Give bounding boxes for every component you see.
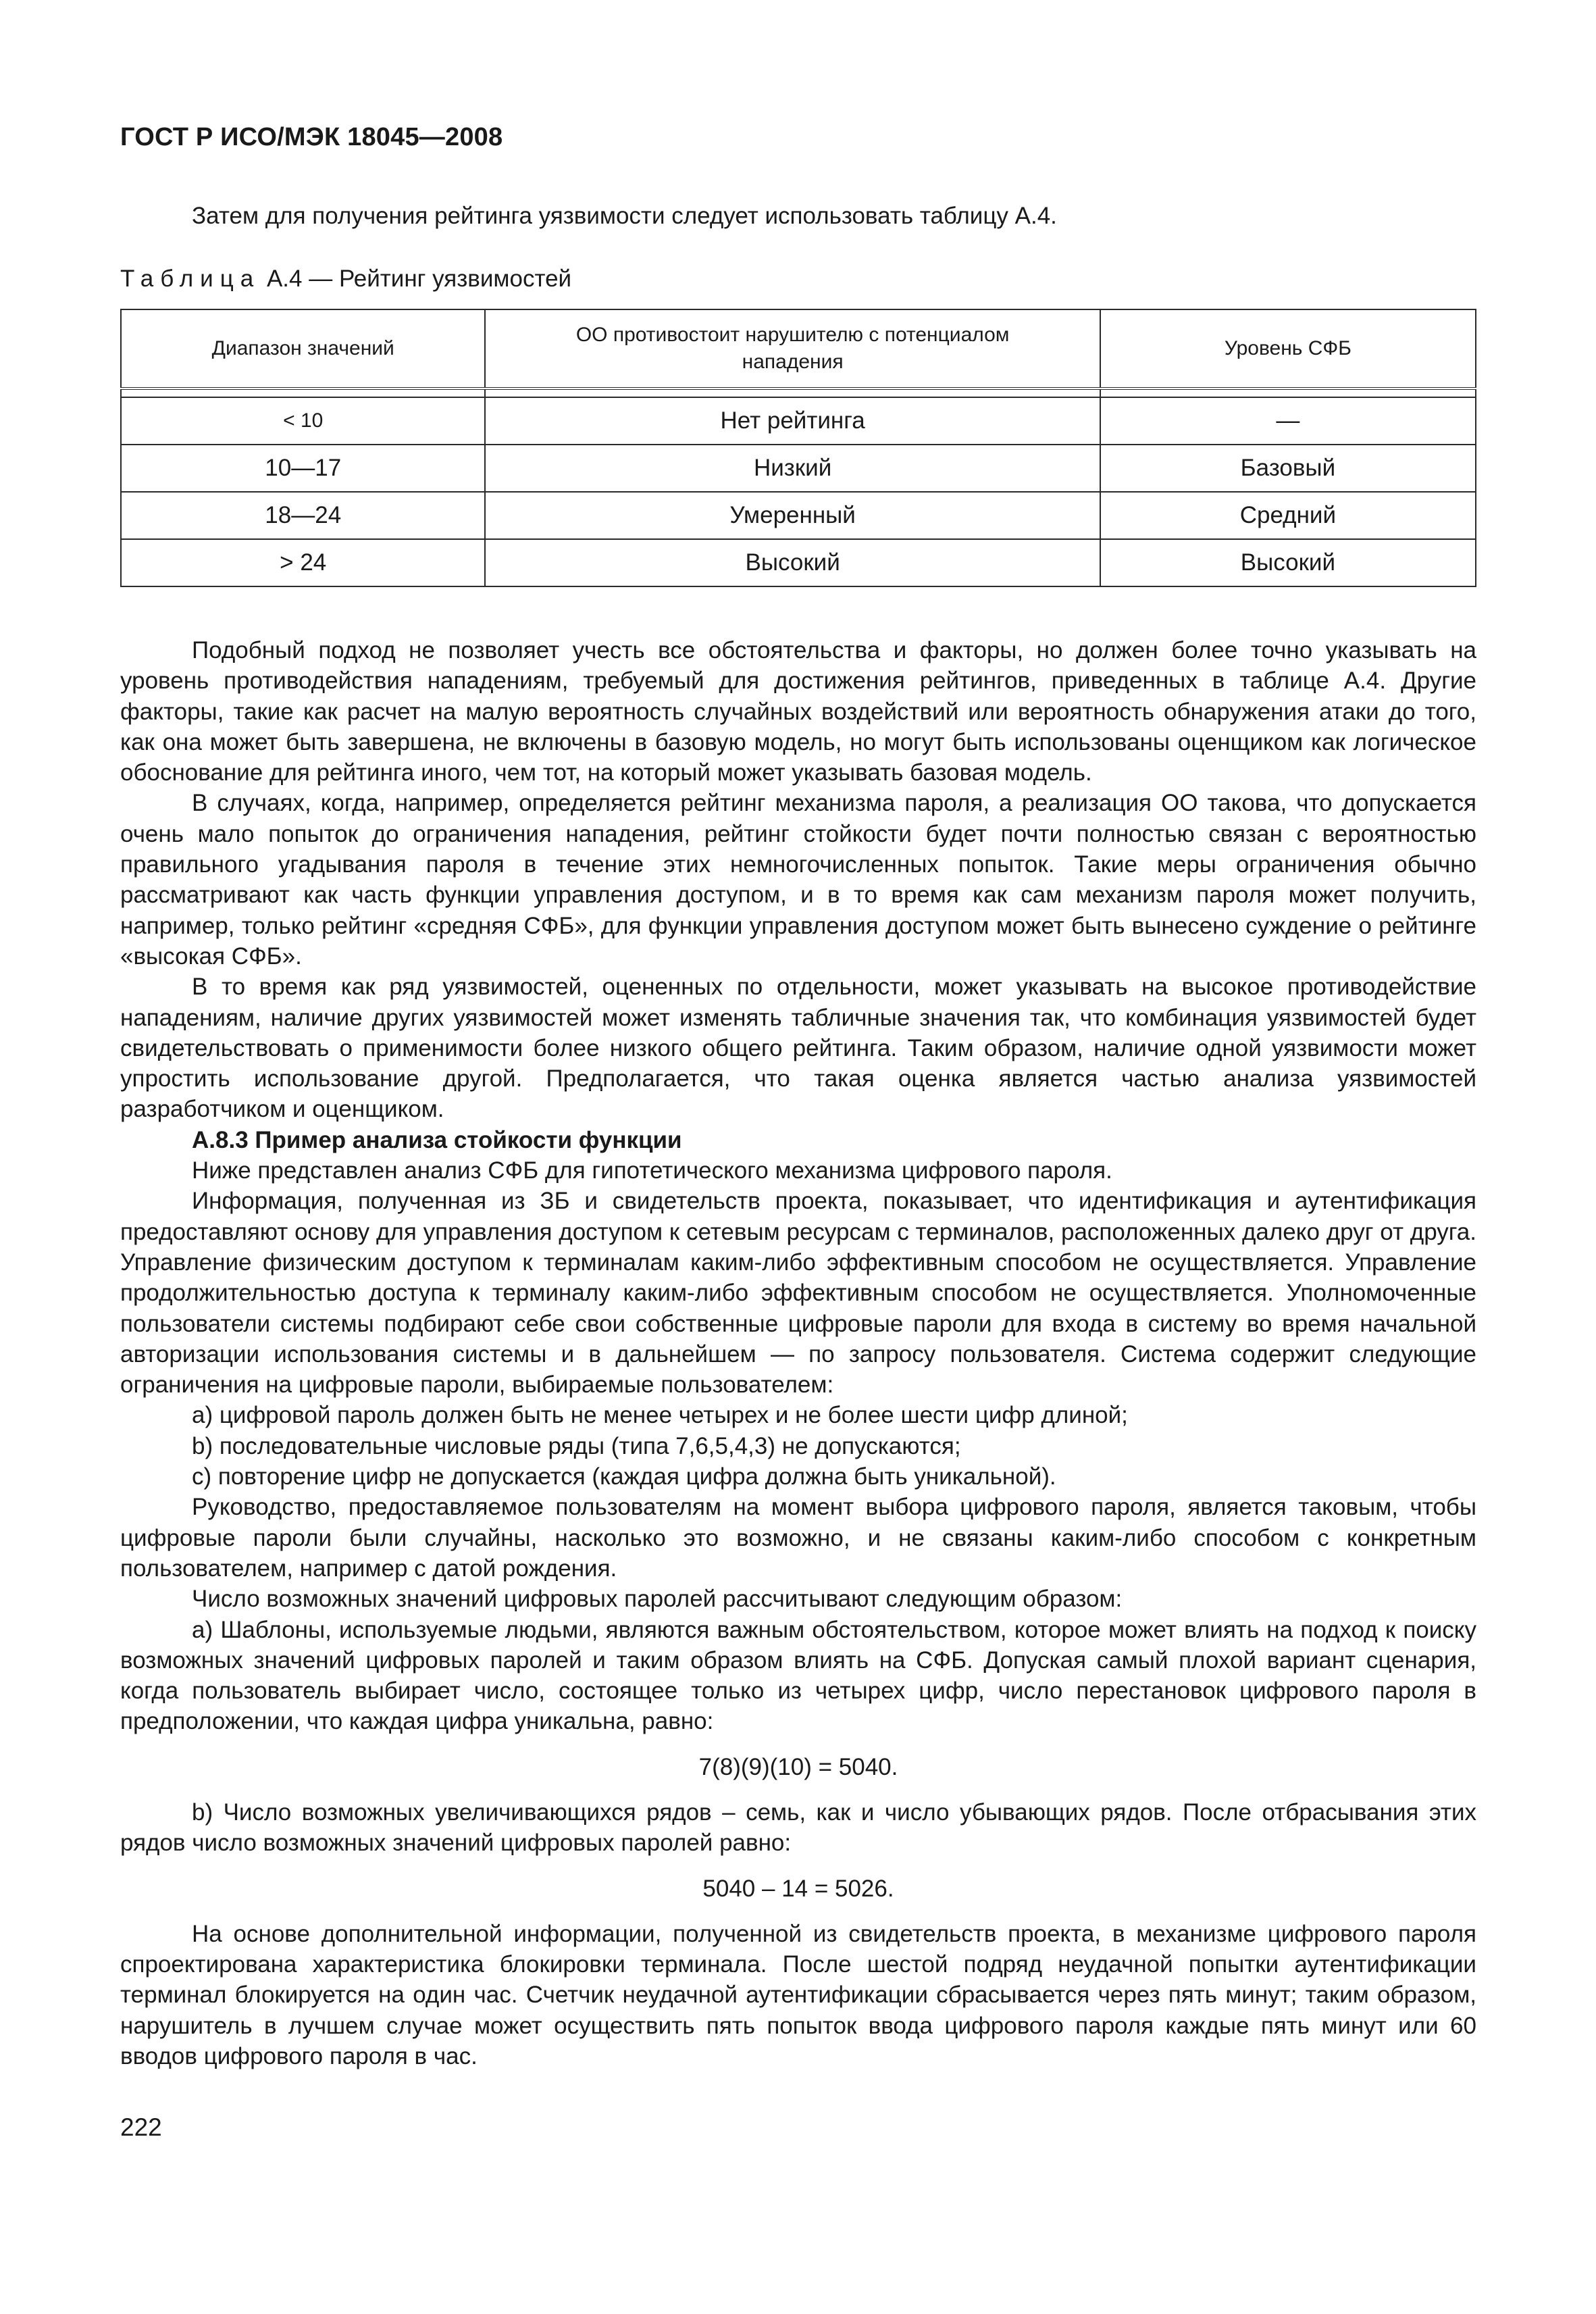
section-heading: А.8.3 Пример анализа стойкости функции: [192, 1126, 682, 1153]
formula: 7(8)(9)(10) = 5040.: [698, 1753, 898, 1780]
paragraph: Информация, полученная из ЗБ и свидетельств проекта, показывает, что идентификация и аутентификация предоставляют основу для управления доступом к сетевым ресурсам с терминалов, расположенных далеко друг от друга. Управление физическим доступом к терминалам каким-либо эффективным способом не осуществляется. Управление продолжительностью доступа к терминалу каким-либо эффективным способом не осуществляется. Уполномоченные пользователи системы подбирают себе свои собственные цифровые пароли для входа в систему во время начальной авторизации использования системы и в дальнейшем — по запросу пользователя. Система содержит следующие ограничения на цифровые пароли, выбираемые пользователем:: [120, 1188, 1476, 1399]
cell-sof-level: Базовый: [1100, 445, 1476, 492]
paragraph: b) Число возможных увеличивающихся рядов – семь, как и число убывающих рядов. После отбрасывания этих рядов число возможных значений цифровых паролей равно:: [120, 1799, 1476, 1857]
table-row: [121, 397, 1476, 445]
table-row: [121, 492, 1476, 539]
table-caption: [120, 266, 571, 293]
header-sof-level: Уровень СФБ: [1100, 309, 1476, 388]
page-number: 222: [120, 2113, 162, 2141]
table-double-rule: [121, 388, 1476, 397]
paragraph: Подобный подход не позволяет учесть все обстоятельства и факторы, но должен более точно указывать на уровень противодействия нападениям, требуемый для достижения рейтингов, приведенных в таблице А.4. Другие факторы, такие как расчет на малую вероятность случайных воздействий или вероятность обнаружения атаки до того, как она может быть завершена, не включены в базовую модель, но могут быть использованы оценщиком как логическое обоснование для рейтинга иного, чем тот, на который может указывать базовая модель.: [120, 637, 1476, 786]
list-item: а) цифровой пароль должен быть не менее четырех и не более шести цифр длиной;: [192, 1402, 1128, 1429]
intro-paragraph: Затем для получения рейтинга уязвимости следует использовать таблицу А.4.: [192, 203, 1057, 229]
cell-resistance: Низкий: [485, 445, 1100, 492]
paragraph: Число возможных значений цифровых паролей рассчитывают следующим образом:: [192, 1586, 1123, 1613]
page-header: ГОСТ Р ИСО/МЭК 18045—2008: [120, 123, 503, 151]
body-text: [120, 635, 1476, 2071]
cell-range: 10—17: [121, 445, 485, 492]
cell-resistance: Умеренный: [485, 492, 1100, 539]
header-resistance-text: ОО противостоит нарушителю с потенциалом нападения: [575, 324, 1010, 373]
paragraph: а) Шаблоны, используемые людьми, являются важным обстоятельством, которое может влиять на подход к поиску возможных значений цифровых паролей и таким образом влиять на СФБ. Допуская самый плохой вариант сценария, когда пользователь выбирает число, состоящее только из четырех цифр, число перестановок цифрового пароля в предположении, что каждая цифра уникальна, равно:: [120, 1616, 1476, 1735]
table-row: [121, 445, 1476, 492]
cell-sof-level: Средний: [1100, 492, 1476, 539]
table-row: [121, 539, 1476, 586]
table-caption-title: А.4 — Рейтинг уязвимостей: [260, 266, 572, 292]
paragraph: В случаях, когда, например, определяется рейтинг механизма пароля, а реализация ОО такова, что допускается очень мало попыток до ограничения нападения, рейтинг стойкости будет почти полностью связан с вероятностью правильного угадывания пароля в течение этих немногочисленных попыток. Такие меры ограничения обычно рассматривают как часть функции управления доступом, и в то время как сам механизм пароля может получить, например, только рейтинг «средняя СФБ», для функции управления доступом может быть вынесено суждение о рейтинге «высокая СФБ».: [120, 790, 1476, 970]
cell-sof-level: —: [1100, 397, 1476, 445]
vulnerability-rating-table: [120, 309, 1476, 587]
table-header-row: [121, 309, 1476, 388]
table-caption-prefix: Таблица: [120, 266, 261, 292]
paragraph: В то время как ряд уязвимостей, оцененных по отдельности, может указывать на высокое противодействие нападениям, наличие других уязвимостей может изменять табличные значения так, что комбинация уязвимостей будет свидетельствовать о применимости более низкого общего рейтинга. Таким образом, наличие одной уязвимости может упростить использование другой. Предполагается, что такая оценка является частью анализа уязвимостей разработчиком и оценщиком.: [120, 974, 1476, 1123]
cell-resistance: Нет рейтинга: [485, 397, 1100, 445]
cell-range: 18—24: [121, 492, 485, 539]
header-range: Диапазон значений: [121, 309, 485, 388]
paragraph: На основе дополнительной информации, полученной из свидетельств проекта, в механизме цифрового пароля спроектирована характеристика блокировки терминала. После шестой подряд неудачной попытки аутентификации терминал блокируется на один час. Счетчик неудачной аутентификации сбрасывается через пять минут; таким образом, нарушитель в лучшем случае может осуществить пять попыток ввода цифрового пароля каждые пять минут или 60 вводов цифрового пароля в час.: [120, 1920, 1476, 2070]
cell-sof-level: Высокий: [1100, 539, 1476, 586]
list-item: b) последовательные числовые ряды (типа 7,6,5,4,3) не допускаются;: [192, 1432, 961, 1459]
formula: 5040 – 14 = 5026.: [702, 1875, 894, 1902]
cell-range: > 24: [121, 539, 485, 586]
cell-range: < 10: [121, 397, 485, 445]
paragraph: Руководство, предоставляемое пользователям на момент выбора цифрового пароля, является таковым, чтобы цифровые пароли были случайны, насколько это возможно, и не связаны каким-либо способом с конкретным пользователем, например с датой рождения.: [120, 1494, 1476, 1582]
header-resistance: [485, 309, 1100, 388]
cell-resistance: Высокий: [485, 539, 1100, 586]
list-item: с) повторение цифр не допускается (каждая цифра должна быть уникальной).: [192, 1463, 1056, 1490]
paragraph: Ниже представлен анализ СФБ для гипотетического механизма цифрового пароля.: [192, 1157, 1112, 1184]
